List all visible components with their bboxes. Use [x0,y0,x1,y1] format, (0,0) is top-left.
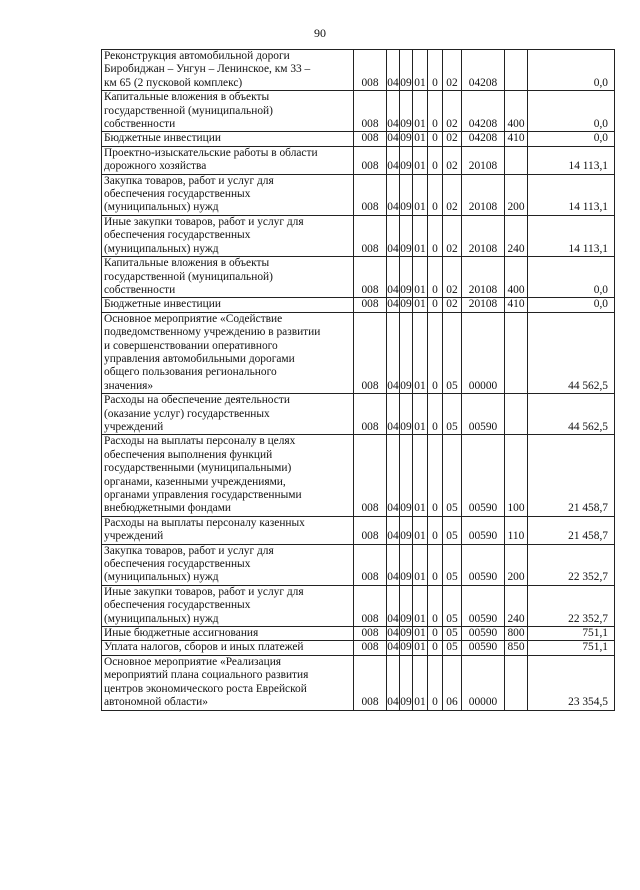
row-subsection-code: 09 [400,435,413,516]
row-section-code: 04 [387,91,400,132]
row-amount: 14 113,1 [528,146,615,174]
row-target-code-program: 01 [413,585,428,626]
row-target-code-activity: 02 [443,91,462,132]
row-target-code-activity: 02 [443,146,462,174]
row-expense-type-code: 110 [505,516,528,544]
row-amount: 14 113,1 [528,215,615,256]
row-target-code-program: 01 [413,544,428,585]
row-section-code: 04 [387,174,400,215]
row-amount: 21 458,7 [528,516,615,544]
row-subsection-code: 09 [400,312,413,393]
row-name: Проектно-изыскательские работы в области дорожного хозяйства [102,146,354,174]
row-target-code-program: 01 [413,655,428,710]
row-expense-type-code: 400 [505,91,528,132]
row-admin-code: 008 [354,257,387,298]
row-target-code-activity: 05 [443,312,462,393]
row-amount: 0,0 [528,257,615,298]
row-admin-code: 008 [354,394,387,435]
table-row [102,641,615,655]
row-expense-type-code [505,146,528,174]
row-name: Реконструкция автомобильной дороги Биробиджан – Унгун – Ленинское, км 33 – км 65 (2 пусковой комплекс) [102,50,354,91]
row-amount: 0,0 [528,132,615,146]
row-name: Капитальные вложения в объекты государственной (муниципальной) собственности [102,91,354,132]
table-row [102,394,615,435]
row-target-code-program: 01 [413,312,428,393]
row-expense-type-code [505,50,528,91]
row-target-code-direction: 04208 [462,50,505,91]
row-target-code-activity: 05 [443,516,462,544]
row-section-code: 04 [387,132,399,145]
row-target-code-direction: 20108 [462,257,505,298]
row-target-code-activity: 02 [443,132,462,146]
row-section-code: 04 [387,627,399,640]
row-target-code-activity: 02 [443,50,462,91]
row-subsection-code: 09 [400,544,413,585]
row-target-code-activity: 02 [443,257,462,298]
row-admin-code: 008 [354,50,387,91]
row-target-code-direction: 04208 [462,132,505,146]
row-amount: 0,0 [528,50,615,91]
row-expense-type-code [505,312,528,393]
row-target-code-activity: 05 [443,585,462,626]
row-target-code-direction: 00590 [462,394,505,435]
row-subsection-code: 09 [400,627,412,640]
row-admin-code: 008 [354,132,387,146]
row-name: Капитальные вложения в объекты государственной (муниципальной) собственности [102,257,354,298]
row-section-code: 04 [387,50,400,91]
row-expense-type-code: 200 [505,174,528,215]
row-expense-type-code: 200 [505,544,528,585]
row-section-code: 04 [387,215,400,256]
row-name: Закупка товаров, работ и услуг для обеспечения государственных (муниципальных) нужд [102,174,354,215]
row-target-code-subprogram: 0 [428,257,443,298]
row-amount: 44 562,5 [528,394,615,435]
table-row [102,627,615,641]
row-expense-type-code: 800 [505,627,528,641]
row-target-code-program: 01 [413,146,428,174]
table-row [102,298,615,312]
row-target-code-subprogram: 0 [428,655,443,710]
row-admin-code: 008 [354,174,387,215]
table-row [102,585,615,626]
row-target-code-subprogram: 0 [428,627,443,641]
row-amount: 22 352,7 [528,585,615,626]
row-amount: 22 352,7 [528,544,615,585]
row-target-code-subprogram: 0 [428,585,443,626]
row-target-code-subprogram: 0 [428,516,443,544]
row-expense-type-code: 850 [505,641,528,655]
row-section-code: 04 [387,146,400,174]
row-target-code-activity: 05 [443,641,462,655]
row-section-code: 04 [387,655,400,710]
row-target-code-activity: 06 [443,655,462,710]
row-target-code-direction: 00590 [462,641,505,655]
row-admin-code: 008 [354,215,387,256]
table-row [102,146,615,174]
row-section-code: 04 [387,544,400,585]
row-target-code-direction: 00590 [462,516,505,544]
row-target-code-program: 01 [413,435,428,516]
row-admin-code: 008 [354,655,387,710]
row-name: Расходы на выплаты персоналу казенных учреждений [102,516,354,544]
row-target-code-program: 01 [413,215,428,256]
table-row [102,50,615,91]
row-target-code-subprogram: 0 [428,91,443,132]
row-target-code-subprogram: 0 [428,50,443,91]
row-target-code-direction: 00000 [462,312,505,393]
row-target-code-direction: 00590 [462,544,505,585]
row-target-code-direction: 20108 [462,146,505,174]
table-row [102,516,615,544]
row-subsection-code: 09 [400,50,413,91]
row-expense-type-code: 240 [505,585,528,626]
row-expense-type-code [505,394,528,435]
row-name: Уплата налогов, сборов и иных платежей [102,641,354,655]
row-admin-code: 008 [354,641,387,655]
row-amount: 44 562,5 [528,312,615,393]
row-admin-code: 008 [354,627,387,641]
table-row [102,655,615,710]
row-target-code-activity: 02 [443,298,462,312]
row-amount: 0,0 [528,298,615,312]
row-subsection-code: 09 [400,516,413,544]
row-subsection-code: 09 [400,174,413,215]
row-target-code-activity: 05 [443,394,462,435]
row-expense-type-code [505,655,528,710]
row-target-code-direction: 00000 [462,655,505,710]
row-name: Расходы на выплаты персоналу в целях обеспечения выполнения функций государственными (муниципальными) органами, казенными учреждениями, органами управления государственными внебюджетными фондами [102,435,354,516]
row-amount: 751,1 [528,641,615,655]
row-section-code: 04 [387,257,400,298]
page-number: 90 [314,26,326,40]
row-expense-type-code: 410 [505,132,528,146]
row-admin-code: 008 [354,91,387,132]
table-row [102,215,615,256]
table-row [102,544,615,585]
row-target-code-subprogram: 0 [428,544,443,585]
budget-table-body [102,50,615,711]
row-target-code-subprogram: 0 [428,394,443,435]
row-subsection-code: 09 [400,298,412,311]
row-admin-code: 008 [354,516,387,544]
row-target-code-activity: 05 [443,435,462,516]
row-amount: 0,0 [528,91,615,132]
row-target-code-activity: 05 [443,627,462,641]
row-name: Бюджетные инвестиции [102,298,354,312]
row-target-code-direction: 00590 [462,585,505,626]
row-amount: 23 354,5 [528,655,615,710]
row-section-code: 04 [387,435,400,516]
row-section-code: 04 [387,516,400,544]
row-target-code-program: 01 [413,394,428,435]
row-name: Бюджетные инвестиции [102,132,354,146]
row-target-code-subprogram: 0 [428,132,443,146]
row-expense-type-code: 240 [505,215,528,256]
row-name: Расходы на обеспечение деятельности (оказание услуг) государственных учреждений [102,394,354,435]
row-name: Иные закупки товаров, работ и услуг для обеспечения государственных (муниципальных) нужд [102,215,354,256]
row-section-code: 04 [387,641,399,654]
row-name: Основное мероприятие «Содействие подведомственному учреждению в развитии и совершенствовании оперативного управления автомобильными дорогами общего пользования регионального значения» [102,312,354,393]
row-name: Закупка товаров, работ и услуг для обеспечения государственных (муниципальных) нужд [102,544,354,585]
row-target-code-subprogram: 0 [428,146,443,174]
row-subsection-code: 09 [400,641,412,654]
row-subsection-code: 09 [400,91,413,132]
row-name: Иные бюджетные ассигнования [102,627,354,641]
row-target-code-subprogram: 0 [428,215,443,256]
row-admin-code: 008 [354,312,387,393]
row-target-code-subprogram: 0 [428,174,443,215]
row-subsection-code: 09 [400,257,413,298]
row-target-code-program: 01 [413,174,428,215]
row-target-code-subprogram: 0 [428,298,443,312]
table-row [102,312,615,393]
table-row [102,257,615,298]
row-subsection-code: 09 [400,585,413,626]
row-target-code-direction: 20108 [462,298,505,312]
row-subsection-code: 09 [400,655,413,710]
row-target-code-subprogram: 0 [428,435,443,516]
row-amount: 21 458,7 [528,435,615,516]
row-target-code-program: 01 [414,298,426,311]
table-row [102,435,615,516]
row-amount: 14 113,1 [528,174,615,215]
row-target-code-direction: 20108 [462,215,505,256]
row-admin-code: 008 [354,585,387,626]
row-target-code-direction: 04208 [462,91,505,132]
row-expense-type-code: 100 [505,435,528,516]
row-section-code: 04 [387,298,399,311]
row-admin-code: 008 [354,544,387,585]
row-target-code-program: 01 [413,91,428,132]
row-target-code-subprogram: 0 [428,312,443,393]
row-target-code-activity: 02 [443,215,462,256]
row-target-code-activity: 05 [443,544,462,585]
row-target-code-subprogram: 0 [428,641,443,655]
row-admin-code: 008 [354,435,387,516]
row-expense-type-code: 400 [505,257,528,298]
row-target-code-direction: 00590 [462,435,505,516]
row-subsection-code: 09 [400,146,413,174]
row-expense-type-code: 410 [505,298,528,312]
row-subsection-code: 09 [400,394,413,435]
row-target-code-activity: 02 [443,174,462,215]
row-admin-code: 008 [354,298,387,312]
table-row [102,91,615,132]
row-target-code-program: 01 [413,257,428,298]
row-target-code-direction: 00590 [462,627,505,641]
row-admin-code: 008 [354,146,387,174]
table-row [102,132,615,146]
table-row [102,174,615,215]
row-subsection-code: 09 [400,132,412,145]
row-target-code-program: 01 [414,641,426,654]
row-target-code-program: 01 [413,516,428,544]
row-section-code: 04 [387,585,400,626]
budget-table [101,49,615,711]
row-name: Иные закупки товаров, работ и услуг для обеспечения государственных (муниципальных) нужд [102,585,354,626]
row-section-code: 04 [387,312,400,393]
row-target-code-program: 01 [414,132,426,145]
row-target-code-direction: 20108 [462,174,505,215]
row-target-code-program: 01 [413,50,428,91]
row-target-code-program: 01 [414,627,426,640]
row-subsection-code: 09 [400,215,413,256]
row-amount: 751,1 [528,627,615,641]
row-section-code: 04 [387,394,400,435]
row-name: Основное мероприятие «Реализация мероприятий плана социального развития центров экономического роста Еврейской автономной области» [102,655,354,710]
